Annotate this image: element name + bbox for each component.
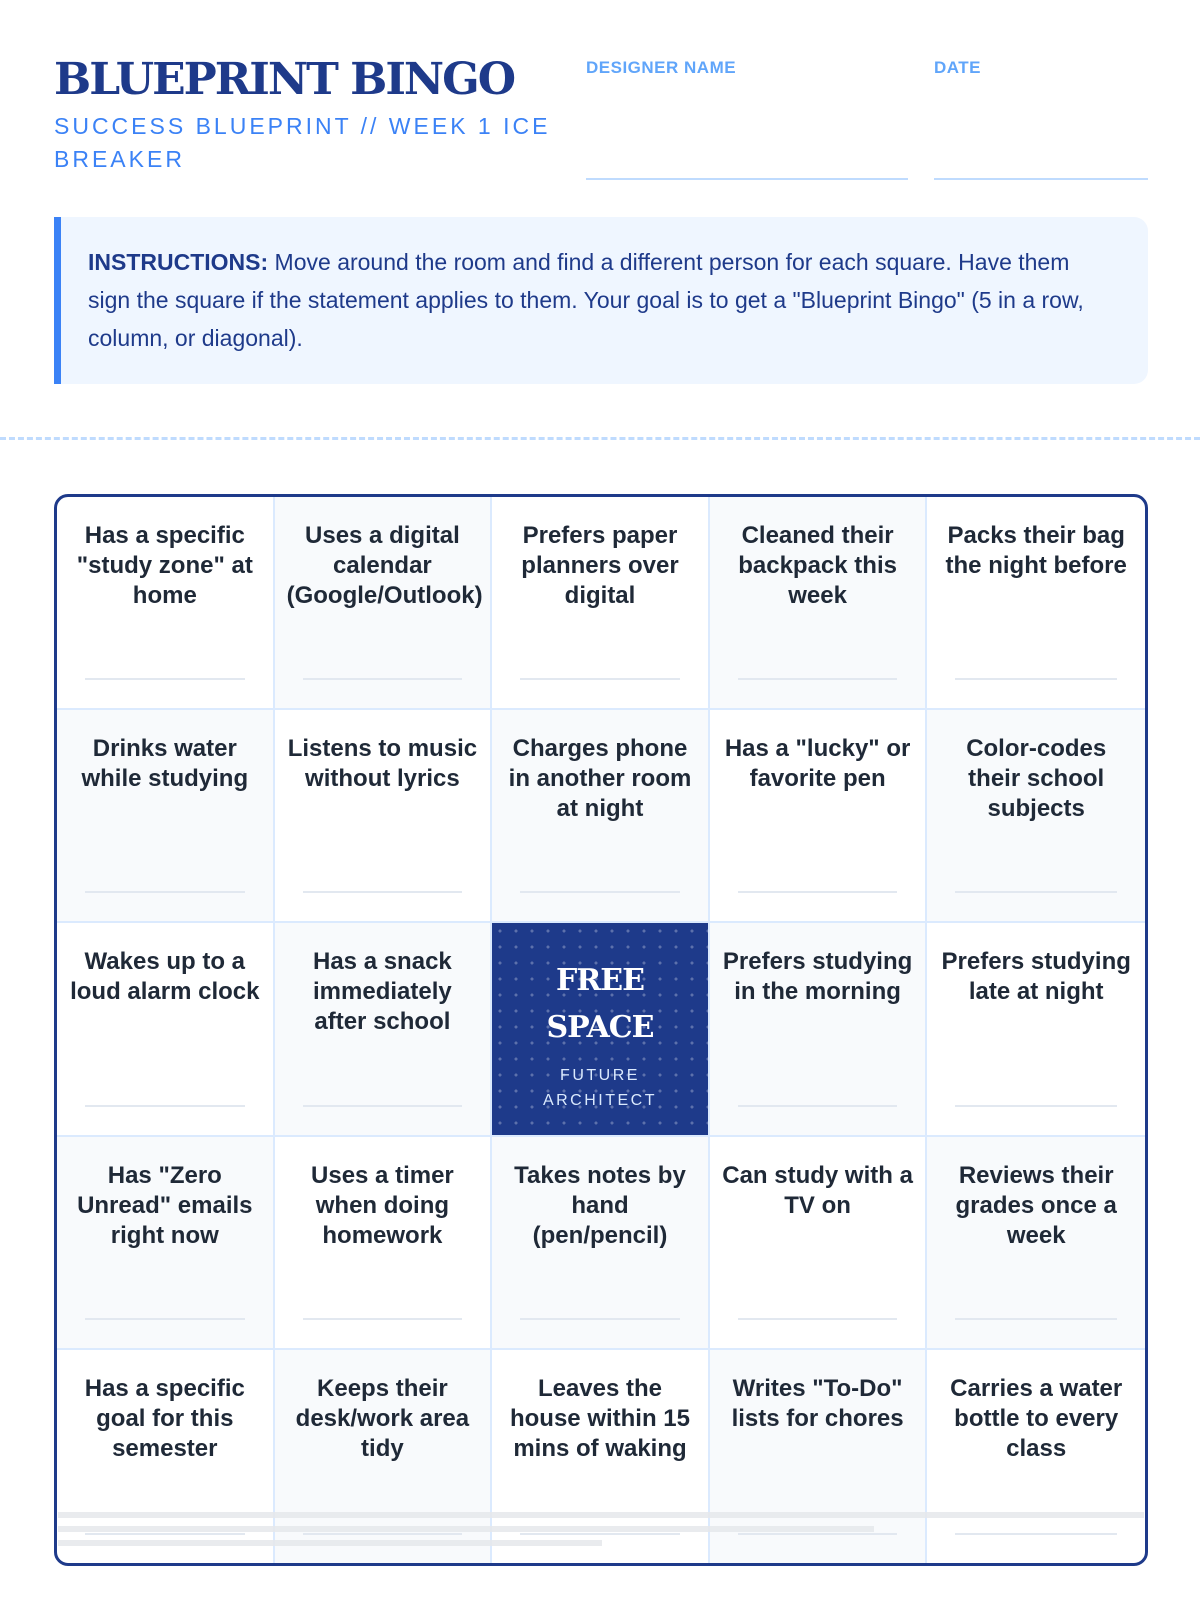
signature-line[interactable] [303,678,463,680]
signature-line[interactable] [303,891,463,893]
bingo-square-text: Leaves the house within 15 mins of waking [509,1374,690,1462]
bingo-square[interactable] [275,710,493,923]
bingo-square-text: Keeps their desk/work area tidy [295,1374,470,1462]
signature-line[interactable] [955,1533,1117,1535]
designer-name-label: DESIGNER NAME [586,58,737,77]
signature-line[interactable] [85,891,245,893]
bingo-square[interactable] [275,923,493,1136]
signature-line[interactable] [85,1105,245,1107]
signature-line[interactable] [955,1318,1117,1320]
signature-line[interactable] [520,1318,680,1320]
bingo-square[interactable] [492,710,710,923]
bingo-square-text: Has "Zero Unread" emails right now [77,1161,253,1249]
bingo-square[interactable] [710,497,928,710]
free-space-cell [492,923,710,1136]
bingo-square[interactable] [710,923,928,1136]
bingo-square[interactable] [927,710,1145,923]
bingo-square[interactable] [57,710,275,923]
bingo-square[interactable] [275,1137,493,1350]
bingo-square-text: Has a "lucky" or favorite pen [724,735,911,793]
bingo-square-text: Takes notes by hand (pen/pencil) [514,1161,686,1249]
bingo-square-text: Prefers paper planners over digital [521,522,679,609]
bingo-square[interactable] [492,497,710,710]
bingo-square-text: Cleaned their backpack this week [738,522,897,609]
signature-line[interactable] [303,1105,463,1107]
instructions-label: INSTRUCTIONS: [88,249,269,275]
scan-artifact [58,1512,1144,1518]
signature-line[interactable] [85,678,245,680]
bingo-square-text: Packs their bag the night before [945,522,1127,579]
signature-line[interactable] [738,1318,898,1320]
date-line[interactable] [934,178,1148,180]
cut-divider [0,437,1200,440]
bingo-square-text: Listens to music without lyrics [287,735,478,793]
title-block [54,52,554,176]
page-subtitle: SUCCESS BLUEPRINT // WEEK 1 ICE BREAKER [54,113,551,172]
bingo-square[interactable] [57,1137,275,1350]
signature-line[interactable] [520,678,680,680]
bingo-square[interactable] [927,923,1145,1136]
date-field[interactable] [934,58,1148,78]
page-header [54,52,1148,182]
signature-line[interactable] [520,891,680,893]
instructions-box [54,217,1148,384]
bingo-square-text: Wakes up to a loud alarm clock [70,948,260,1006]
signature-line[interactable] [738,891,898,893]
free-space-subtitle: FUTURE ARCHITECT [542,1067,658,1110]
bingo-square[interactable] [927,497,1145,710]
signature-line[interactable] [738,678,898,680]
bingo-square-text: Writes "To-Do" lists for chores [731,1374,904,1432]
bingo-square[interactable] [927,1137,1145,1350]
signature-line[interactable] [738,1105,898,1107]
signature-line[interactable] [85,1318,245,1320]
bingo-square-text: Prefers studying in the morning [722,948,913,1006]
signature-line[interactable] [303,1533,463,1535]
bingo-square-text: Drinks water while studying [81,735,249,793]
bingo-board [54,494,1148,1566]
bingo-square-text: Uses a timer when doing homework [311,1161,454,1249]
signature-line[interactable] [738,1533,898,1535]
bingo-square-text: Charges phone in another room at night [508,735,692,823]
bingo-square[interactable] [492,1137,710,1350]
signature-line[interactable] [303,1318,463,1320]
designer-name-line[interactable] [586,178,908,180]
designer-name-field[interactable] [586,58,908,78]
bingo-square-text: Carries a water bottle to every class [950,1374,1123,1462]
bingo-square[interactable] [57,497,275,710]
bingo-square-text: Can study with a TV on [722,1161,913,1219]
free-space-title: FREE SPACE [546,963,654,1046]
bingo-square[interactable] [710,1137,928,1350]
bingo-square[interactable] [710,710,928,923]
bingo-square-text: Has a snack immediately after school [313,948,452,1036]
page-title: BLUEPRINT BINGO [54,54,515,105]
bingo-square-text: Uses a digital calendar (Google/Outlook) [286,522,483,609]
bingo-square[interactable] [927,1350,1145,1563]
bingo-square-text: Prefers studying late at night [941,948,1131,1006]
scan-artifact [58,1526,874,1532]
signature-line[interactable] [85,1533,245,1535]
signature-line[interactable] [520,1533,680,1535]
date-label: DATE [934,58,982,77]
signature-line[interactable] [955,891,1117,893]
signature-line[interactable] [955,678,1117,680]
bingo-square-text: Has a specific "study zone" at home [76,522,253,609]
signature-line[interactable] [955,1105,1117,1107]
bingo-square[interactable] [275,497,493,710]
bingo-square[interactable] [57,923,275,1136]
instructions-text: Move around the room and find a different person for each square. Have them sign the square if the statement applies to them. Your goal is to get a "Blueprint Bingo" (5 in a row, column, or diagonal). [88,249,1084,351]
scan-artifact [58,1540,602,1546]
bingo-square-text: Reviews their grades once a week [955,1161,1117,1249]
bingo-square-text: Has a specific goal for this semester [84,1374,245,1462]
bingo-square-text: Color-codes their school subjects [966,735,1107,823]
